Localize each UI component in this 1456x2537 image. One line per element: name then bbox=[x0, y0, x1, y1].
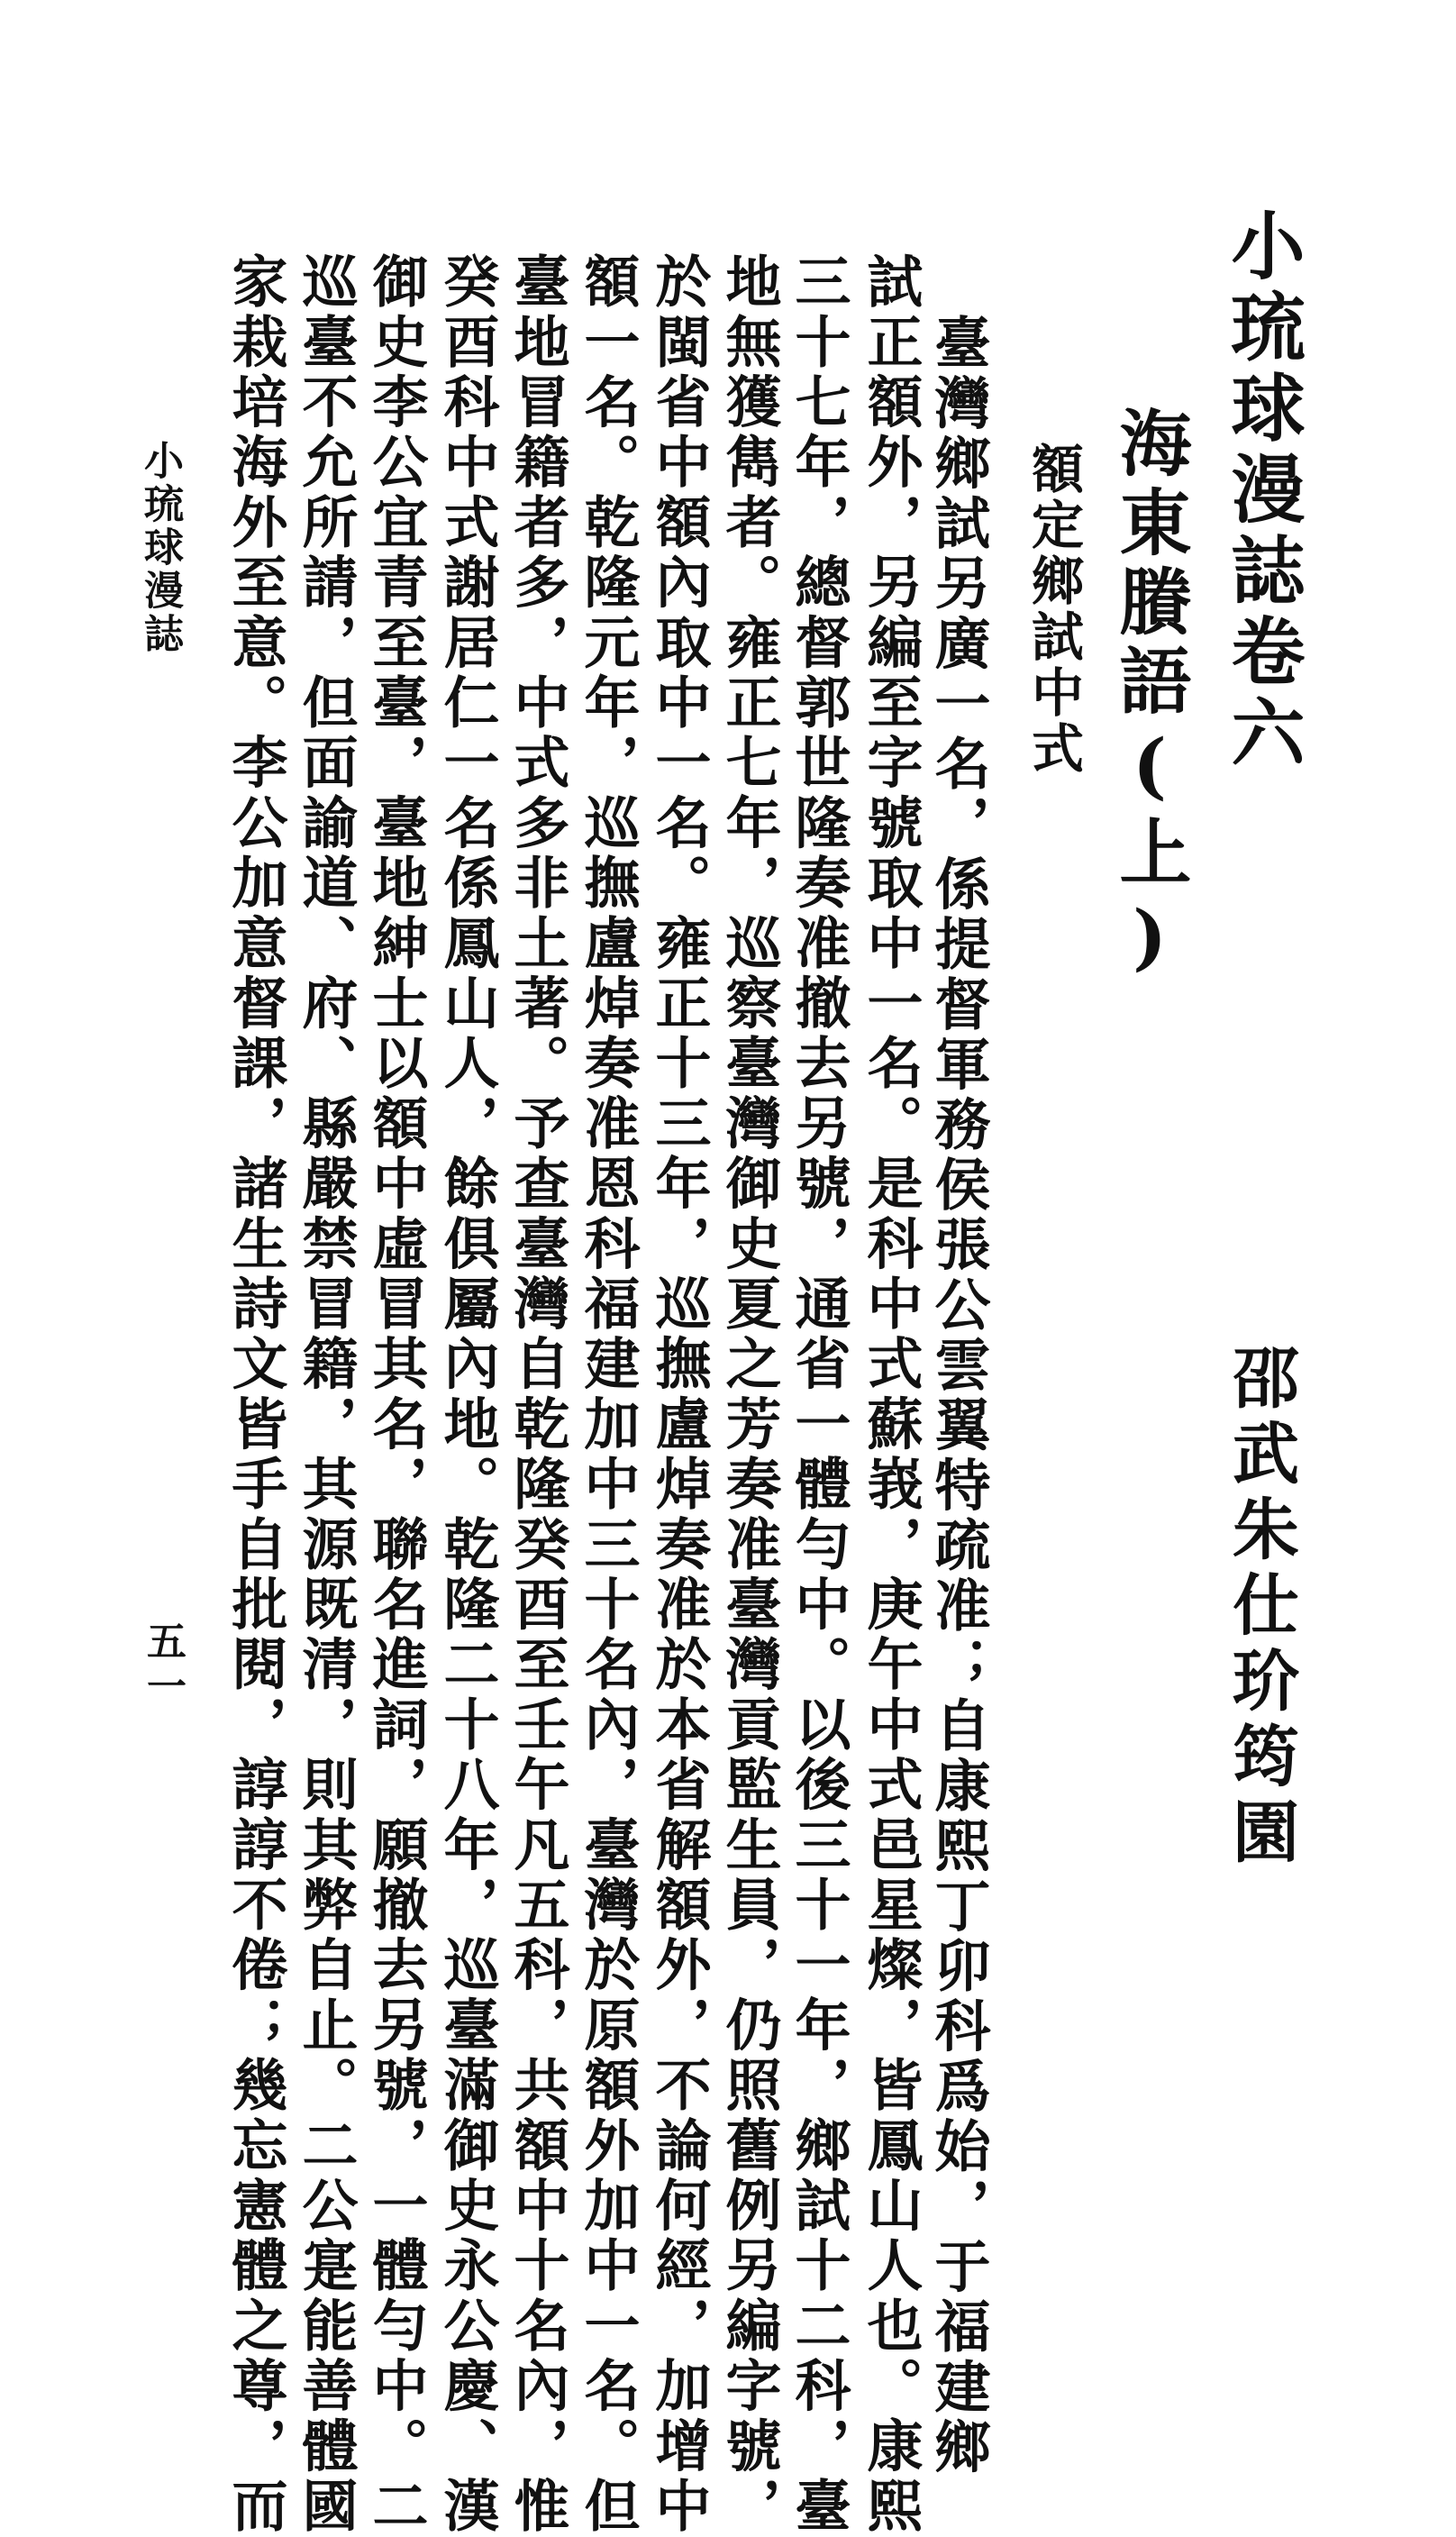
body-line-7: 臺地冒籍者多，中式多非土著。予查臺灣自乾隆癸酉至壬午凡五科，共額中十名內，惟 bbox=[505, 252, 570, 2537]
body-line-9: 御史李公宜青至臺，臺地紳士以額中虛冒其名，聯名進詞，願撤去另號，一體勻中。二 bbox=[363, 252, 429, 2537]
page-number: 五一 bbox=[140, 1620, 186, 1711]
body-line-8: 癸酉科中式謝居仁一名係鳳山人，餘俱屬內地。乾隆二十八年，巡臺滿御史永公慶、漢 bbox=[434, 252, 500, 2537]
book-title: 小琉球漫誌卷六 bbox=[1219, 207, 1306, 775]
body-line-10: 巡臺不允所請，但面諭道、府、縣嚴禁冒籍，其源既清，則其弊自止。二公寔能善體國 bbox=[293, 252, 359, 2537]
section-subheading: 額定鄉試中式 bbox=[1023, 442, 1084, 777]
body-line-5: 於閩省中額內取中一名。雍正十三年，巡撫盧焯奏准於本省解額外，不論何經，加增中 bbox=[646, 252, 712, 2537]
section-title: 海東賸語(上) bbox=[1107, 406, 1192, 986]
body-line-3: 三十七年，總督郭世隆奏准撤去另號，通省一體勻中。以後三十一年，鄉試十二科，臺 bbox=[786, 252, 851, 2537]
body-line-11: 家栽培海外至意。李公加意督課，諸生詩文皆手自批閱，諄諄不倦；幾忘憲體之尊，而 bbox=[223, 252, 288, 2537]
author-name: 邵武朱仕玠筠園 bbox=[1222, 1343, 1299, 1873]
body-line-6: 額一名。乾隆元年，巡撫盧焯奏准恩科福建加中三十名內，臺灣於原額外加中一名。但 bbox=[575, 252, 641, 2537]
body-line-2: 試正額外，另編至字號取中一名。是科中式蘇峩，庚午中式邑星燦，皆鳳山人也。康熙 bbox=[858, 252, 924, 2537]
body-line-4: 地無獲雋者。雍正七年，巡察臺灣御史夏之芳奏准臺灣貢監生員，仍照舊例另編字號， bbox=[716, 252, 782, 2537]
running-title: 小琉球漫誌 bbox=[137, 440, 183, 656]
body-line-1: 臺灣鄉試另廣一名，係提督軍務侯張公雲翼特疏准；自康熙丁卯科爲始，于福建鄉 bbox=[925, 314, 991, 2478]
